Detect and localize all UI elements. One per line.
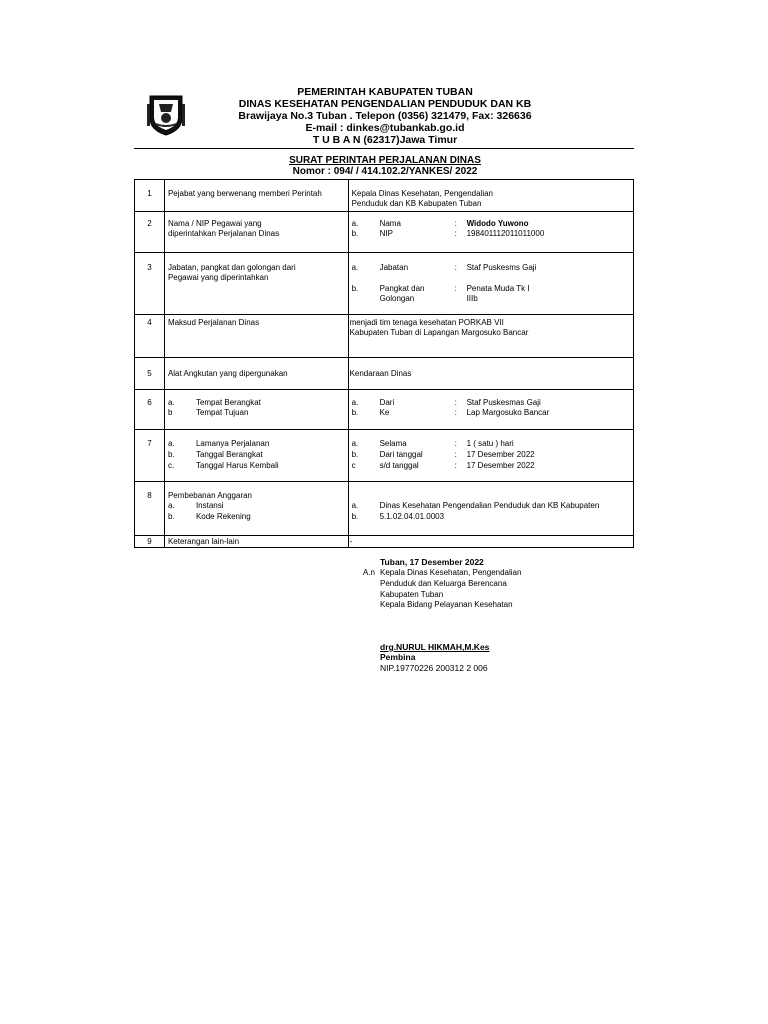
row-number: 2 [147, 219, 152, 228]
item-letter: a. [351, 439, 359, 448]
row-number: 1 [147, 189, 152, 198]
separator: : [454, 439, 457, 448]
item-letter: b [167, 408, 173, 417]
row-value: Penduduk dan KB Kabupaten Tuban [351, 199, 482, 208]
employee-name: Widodo Yuwono [466, 219, 529, 228]
field-label: Ke [379, 408, 390, 417]
header-agency-name: DINAS KESEHATAN PENGENDALIAN PENDUDUK DAN KB [238, 98, 532, 110]
row-label: Maksud Perjalanan Dinas [167, 318, 260, 327]
destination-value: Lap Margosuko Bancar [466, 408, 550, 417]
item-letter: a. [351, 501, 359, 510]
signatory-title: Kepala Bidang Pelayanan Kesehatan [380, 600, 513, 609]
row-label: Kode Rekening [195, 512, 251, 521]
field-label: Jabatan [379, 263, 409, 272]
item-letter: c. [167, 461, 175, 470]
on-behalf-label: A.n [363, 568, 376, 577]
signatory-title: Kabupaten Tuban [380, 590, 444, 599]
row-value: - [349, 537, 353, 546]
return-date: 17 Desember 2022 [466, 461, 535, 470]
header-divider [134, 148, 634, 149]
row-label: Nama / NIP Pegawai yang [167, 219, 262, 228]
travel-order-table [134, 179, 634, 548]
item-letter: c [351, 461, 356, 470]
account-code: 5.1.02.04.01.0003 [379, 512, 445, 521]
table-row [135, 536, 634, 548]
item-letter: b. [167, 450, 175, 459]
field-label: Dari [379, 398, 395, 407]
origin-value: Staf Puskesmas Gaji [466, 398, 541, 407]
signatory-name: drg.NURUL HIKMAH,M.Kes [380, 642, 490, 652]
position-value: Staf Puskesms Gaji [466, 263, 537, 272]
row-label: Keterangan lain-lain [167, 537, 240, 546]
table-row [135, 430, 634, 482]
header-address: Brawijaya No.3 Tuban . Telepon (0356) 321479, Fax: 326636 [238, 110, 532, 122]
table-row [135, 390, 634, 430]
row-value: Kendaraan Dinas [349, 369, 412, 378]
item-letter: b. [351, 450, 359, 459]
field-label: Golongan [379, 294, 415, 303]
row-number: 9 [147, 537, 152, 546]
separator: : [454, 284, 457, 293]
row-label: Pejabat yang berwenang memberi Perintah [167, 189, 322, 198]
employee-nip: 198401112011011000 [466, 229, 545, 238]
row-value: Kepala Dinas Kesehatan, Pengendalian [351, 189, 494, 198]
item-letter: b. [167, 512, 175, 521]
row-label: Tanggal Berangkat [195, 450, 263, 459]
separator: : [454, 461, 457, 470]
row-value: Kabupaten Tuban di Lapangan Margosuko Bancar [349, 328, 529, 337]
separator: : [454, 408, 457, 417]
row-number: 3 [147, 263, 152, 272]
row-value: menjadi tim tenaga kesehatan PORKAB VII [349, 318, 504, 327]
table-row [135, 315, 634, 358]
row-label: Instansi [195, 501, 224, 510]
field-label: Pangkat dan [379, 284, 425, 293]
table-row [135, 212, 634, 253]
table-row [135, 482, 634, 536]
separator: : [454, 263, 457, 272]
item-letter: a. [167, 398, 175, 407]
document-number: Nomor : 094/ / 414.102.2/YANKES/ 2022 [292, 166, 478, 177]
row-label: Jabatan, pangkat dan golongan dari [167, 263, 296, 272]
field-label: NIP [379, 229, 393, 238]
row-number: 7 [147, 439, 152, 448]
row-label: Pembebanan Anggaran [167, 491, 253, 500]
item-letter: a. [351, 398, 359, 407]
rank-value: Penata Muda Tk I [466, 284, 530, 293]
field-label: Nama [379, 219, 401, 228]
header-email: E-mail : dinkes@tubankab.go.id [305, 122, 465, 134]
item-letter: a. [351, 263, 359, 272]
table-row [135, 253, 634, 315]
row-label: Pegawai yang diperintahkan [167, 273, 269, 282]
item-letter: a. [351, 219, 359, 228]
field-label: Selama [379, 439, 407, 448]
separator: : [454, 219, 457, 228]
place-date: Tuban, 17 Desember 2022 [380, 557, 484, 567]
grade-value: IIIb [466, 294, 478, 303]
row-number: 6 [147, 398, 152, 407]
table-row [135, 180, 634, 212]
departure-date: 17 Desember 2022 [466, 450, 535, 459]
header-city: T U B A N (62317)Jawa Timur [312, 134, 458, 146]
row-label: Alat Angkutan yang dipergunakan [167, 369, 288, 378]
item-letter: b. [351, 512, 359, 521]
separator: : [454, 450, 457, 459]
row-label: Tempat Berangkat [195, 398, 261, 407]
row-number: 4 [147, 318, 152, 327]
field-label: Dari tanggal [379, 450, 423, 459]
row-label: Lamanya Perjalanan [195, 439, 270, 448]
row-label: diperintahkan Perjalanan Dinas [167, 229, 280, 238]
item-letter: b. [351, 408, 359, 417]
regency-emblem-logo [147, 94, 185, 136]
table-row [135, 358, 634, 390]
row-label: Tanggal Harus Kembali [195, 461, 279, 470]
header-gov-name: PEMERINTAH KABUPATEN TUBAN [297, 86, 473, 98]
signatory-nip: NIP.19770226 200312 2 006 [380, 663, 488, 673]
item-letter: b. [351, 229, 359, 238]
signatory-title: Penduduk dan Keluarga Berencana [380, 579, 507, 588]
signatory-rank: Pembina [380, 652, 416, 662]
item-letter: a. [167, 439, 175, 448]
duration-value: 1 ( satu ) hari [466, 439, 514, 448]
row-number: 8 [147, 491, 152, 500]
field-label: s/d tanggal [379, 461, 419, 470]
separator: : [454, 229, 457, 238]
row-label: Tempat Tujuan [195, 408, 249, 417]
signatory-title: Kepala Dinas Kesehatan, Pengendalian [380, 568, 522, 577]
item-letter: a. [167, 501, 175, 510]
separator: : [454, 398, 457, 407]
agency-value: Dinas Kesehatan Pengendalian Penduduk dan KB Kabupaten [379, 501, 600, 510]
item-letter: b. [351, 284, 359, 293]
row-number: 5 [147, 369, 152, 378]
document-title: SURAT PERINTAH PERJALANAN DINAS [289, 155, 481, 166]
